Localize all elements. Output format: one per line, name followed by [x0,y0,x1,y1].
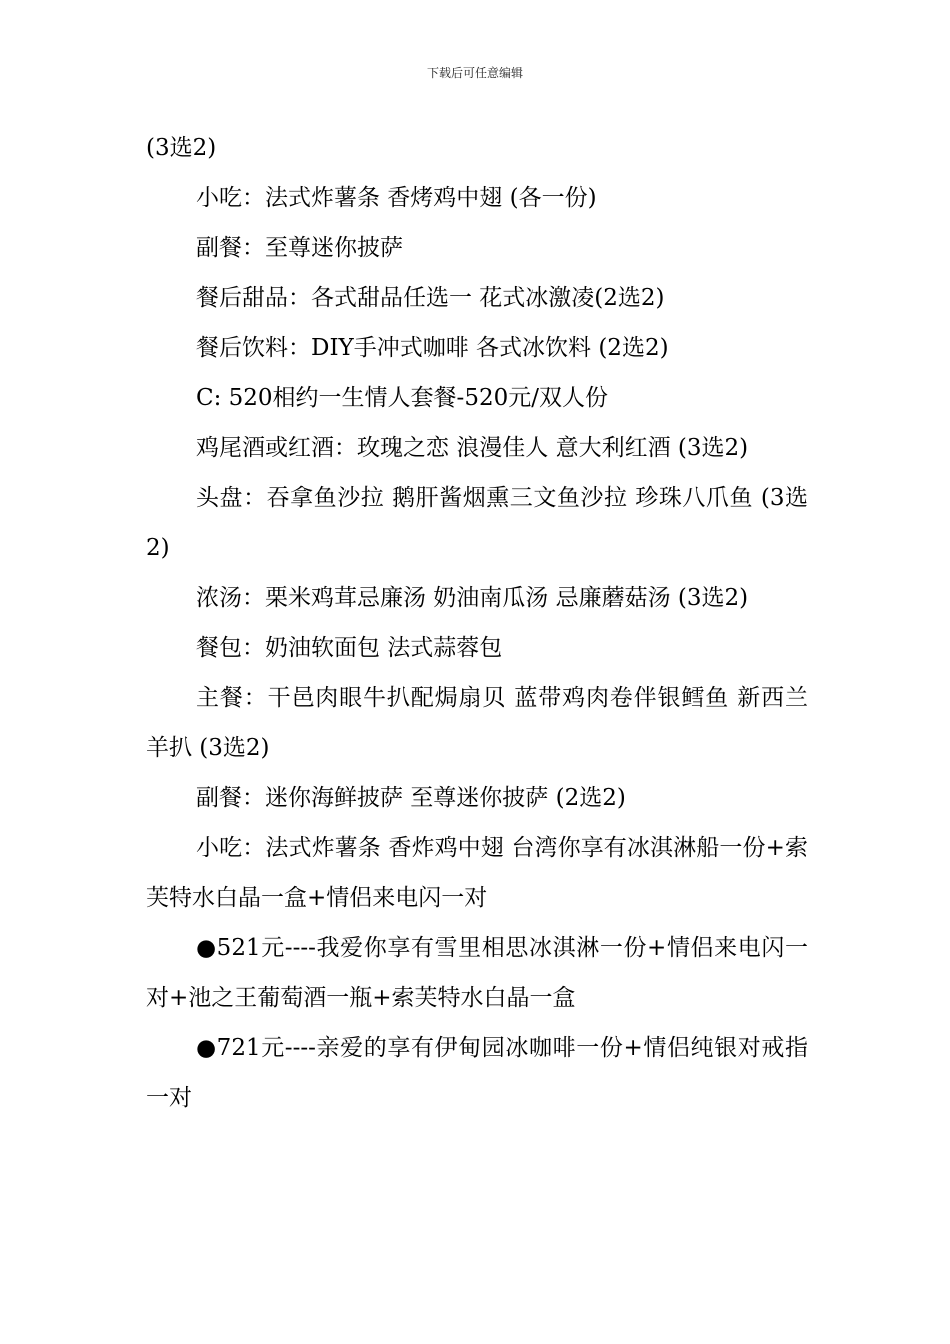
document-body [146,123,808,1123]
paragraph-main-course: 主餐：干邑肉眼牛扒配焗扇贝 蓝带鸡肉卷伴银鳕鱼 新西兰羊扒 (3选2) [146,685,808,761]
page-header: 下载后可任意编辑 [426,66,523,80]
paragraph-soup: 浓汤：栗米鸡茸忌廉汤 奶油南瓜汤 忌廉蘑菇汤 (3选2) [196,585,749,611]
paragraph-snacks: 小吃：法式炸薯条 香烤鸡中翅 (各一份) [196,185,597,211]
paragraph-offer-521: ●521元----我爱你享有雪里相思冰淇淋一份+情侣来电闪一对+池之王葡萄酒一瓶+索芙特水白晶一盒 [146,935,808,1011]
paragraph-choice-note: (3选2) [146,135,217,161]
paragraph-offer-721: ●721元----亲爱的享有伊甸园冰咖啡一份+情侣纯银对戒指一对 [146,1035,808,1111]
paragraph-drinks: 餐后饮料：DIY手冲式咖啡 各式冰饮料 (2选2) [196,335,669,361]
paragraph-side-dish: 副餐：至尊迷你披萨 [196,235,403,261]
paragraph-cocktail-wine: 鸡尾酒或红酒：玫瑰之恋 浪漫佳人 意大利红酒 (3选2) [196,435,749,461]
paragraph-dessert: 餐后甜品：各式甜品任选一 花式冰激凌(2选2) [196,285,665,311]
paragraph-side-dish-2: 副餐：迷你海鲜披萨 至尊迷你披萨 (2选2) [196,785,626,811]
paragraph-starter: 头盘：吞拿鱼沙拉 鹅肝酱烟熏三文鱼沙拉 珍珠八爪鱼 (3选2) [146,485,808,561]
paragraph-package-c-title: C: 520相约一生情人套餐-520元/双人份 [196,385,608,411]
paragraph-bread: 餐包：奶油软面包 法式蒜蓉包 [196,635,503,661]
paragraph-snacks-2: 小吃：法式炸薯条 香炸鸡中翅 台湾你享有冰淇淋船一份+索芙特水白晶一盒+情侣来电闪一对 [146,835,808,911]
